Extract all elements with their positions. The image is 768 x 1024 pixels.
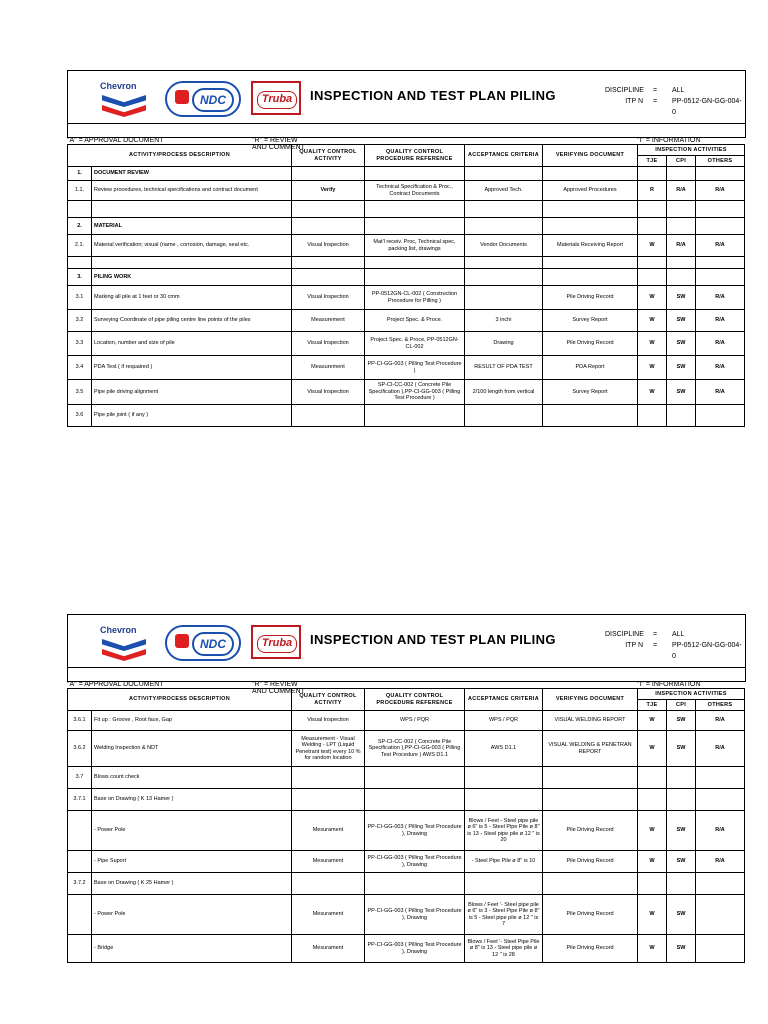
acceptance-criteria: - Steel Pipe Pile ø 8" is 10 <box>465 851 543 873</box>
qc-activity: Mesurament <box>292 811 365 851</box>
verifying-document <box>543 767 638 789</box>
others-cell: R/A <box>696 310 745 332</box>
activity-description: - Pipe Suport <box>92 851 292 873</box>
activity-description: DOCUMENT REVIEW <box>92 167 292 181</box>
table-row <box>68 269 745 286</box>
chevron-logo-text: Chevron <box>100 625 137 635</box>
others-cell <box>696 873 745 895</box>
activity-description: - Power Pole <box>92 895 292 935</box>
ndc-logo <box>165 625 241 661</box>
ndc-logo-text: NDC <box>192 632 234 656</box>
col-others: OTHERS <box>696 700 745 711</box>
tje-cell <box>638 218 667 235</box>
others-cell: R/A <box>696 380 745 405</box>
qc-reference <box>365 405 465 427</box>
qc-activity: Mesurament <box>292 851 365 873</box>
qc-reference <box>365 873 465 895</box>
acceptance-criteria: WPS / PQR <box>465 711 543 731</box>
qc-reference <box>365 767 465 789</box>
tje-cell: W <box>638 851 667 873</box>
acceptance-criteria: 2/100 length from vertical <box>465 380 543 405</box>
others-cell <box>696 935 745 963</box>
acceptance-criteria <box>465 873 543 895</box>
verifying-document: Pile Driving Record <box>543 811 638 851</box>
qc-activity: Mesurament <box>292 895 365 935</box>
activity-description: Marking all pile at 1 feet or 30 cmm <box>92 286 292 310</box>
itp-label: ITP N <box>625 98 643 105</box>
col-cpi: CPI <box>667 156 696 167</box>
others-cell: R/A <box>696 235 745 257</box>
logo-group <box>96 81 316 121</box>
table-row <box>68 789 745 811</box>
verifying-document: Pile Driving Record <box>543 286 638 310</box>
itp-table-page-2 <box>67 688 745 963</box>
table-row <box>68 356 745 380</box>
others-cell <box>696 895 745 935</box>
qc-reference: SP-CI-CC-002 ( Concrete Pile Specification ),PP-CI-GG-003 ( Pilling Test Procedure ) AWS D1.1 <box>365 731 465 767</box>
qc-activity <box>292 167 365 181</box>
acceptance-criteria <box>465 201 543 218</box>
others-cell: R/A <box>696 711 745 731</box>
cpi-cell <box>667 167 696 181</box>
verifying-document: Survey Report <box>543 380 638 405</box>
legend-approval: "A" = APPROVAL DOCUMENT <box>67 681 164 688</box>
table-row <box>68 310 745 332</box>
activity-description <box>92 257 292 269</box>
cpi-cell: R/A <box>667 181 696 201</box>
row-number: 1. <box>68 167 92 181</box>
cpi-cell: SW <box>667 380 696 405</box>
chevron-logo-text: Chevron <box>100 81 137 91</box>
tje-cell: W <box>638 235 667 257</box>
tje-cell <box>638 767 667 789</box>
discipline-value: ALL <box>672 631 685 638</box>
itp-value: PP-0512-GN-GG-004-0 <box>672 98 742 116</box>
legend-approval: "A" = APPROVAL DOCUMENT <box>67 137 164 144</box>
qc-reference: Technical Specification & Proc., Contract Documents <box>365 181 465 201</box>
qc-activity: Verify <box>292 181 365 201</box>
others-cell <box>696 789 745 811</box>
tje-cell: W <box>638 811 667 851</box>
others-cell: R/A <box>696 332 745 356</box>
tje-cell: W <box>638 286 667 310</box>
table-row <box>68 380 745 405</box>
row-number: 3. <box>68 269 92 286</box>
acceptance-criteria <box>465 286 543 310</box>
tje-cell: W <box>638 895 667 935</box>
verifying-document: Pile Driving Record <box>543 935 638 963</box>
others-cell: R/A <box>696 851 745 873</box>
qc-reference: PP-CI-GG-003 ( Pilling Test Procedure ), Drawing <box>365 851 465 873</box>
cpi-cell <box>667 767 696 789</box>
ndc-logo <box>165 81 241 117</box>
table-row <box>68 218 745 235</box>
verifying-document: PDA Report <box>543 356 638 380</box>
qc-reference <box>365 167 465 181</box>
qc-reference: Project Spec. & Proce. <box>365 310 465 332</box>
legend-information: "I" = INFORMATION <box>637 137 701 144</box>
verifying-document <box>543 873 638 895</box>
document-header <box>67 614 746 668</box>
table-row <box>68 332 745 356</box>
col-inspection-activities: INSPECTION ACTIVITIES <box>638 689 745 700</box>
qc-activity: Visual Inspection <box>292 711 365 731</box>
cpi-cell: SW <box>667 895 696 935</box>
activity-description: Review procedures, technical specifications and contract document <box>92 181 292 201</box>
activity-description: PDA Test ( if requaired ) <box>92 356 292 380</box>
chevron-logo <box>96 81 154 121</box>
row-number <box>68 935 92 963</box>
col-activity: ACTIVITY/PROCESS DESCRIPTION <box>68 145 292 167</box>
document-title: INSPECTION AND TEST PLAN PILING <box>310 632 556 647</box>
verifying-document: Pile Driving Record <box>543 332 638 356</box>
cpi-cell <box>667 201 696 218</box>
itp-sheet-page-2 <box>67 614 746 1000</box>
row-number <box>68 811 92 851</box>
acceptance-criteria <box>465 269 543 286</box>
verifying-document <box>543 167 638 181</box>
cpi-cell <box>667 218 696 235</box>
acceptance-criteria <box>465 257 543 269</box>
col-qc-reference: QUALITY CONTROL PROCEDURE REFERENCE <box>365 145 465 167</box>
activity-description: Blows count check <box>92 767 292 789</box>
row-number: 3.6 <box>68 405 92 427</box>
table-row <box>68 767 745 789</box>
others-cell <box>696 767 745 789</box>
qc-activity <box>292 789 365 811</box>
logo-group <box>96 625 316 665</box>
row-number: 3.7 <box>68 767 92 789</box>
col-acceptance: ACCEPTANCE CRITERIA <box>465 145 543 167</box>
others-cell: R/A <box>696 356 745 380</box>
ndc-logo-text: NDC <box>192 88 234 112</box>
qc-activity: Visual Inspection <box>292 380 365 405</box>
col-acceptance: ACCEPTANCE CRITERIA <box>465 689 543 711</box>
document-header <box>67 70 746 124</box>
qc-reference <box>365 201 465 218</box>
qc-reference: PP-0512GN-CL-002 ( Construction Procedure for Pilling ) <box>365 286 465 310</box>
cpi-cell: SW <box>667 731 696 767</box>
verifying-document <box>543 269 638 286</box>
others-cell: R/A <box>696 286 745 310</box>
acceptance-criteria: Blows / Feet '- Steel Pipe Pile ø 8" is 13 - Steel pipe pile ø 12 " is 28 <box>465 935 543 963</box>
qc-activity: Visual Inspection <box>292 332 365 356</box>
tje-cell: W <box>638 731 667 767</box>
row-number: 2.1. <box>68 235 92 257</box>
acceptance-criteria: Blows / Feet - Steel pipe pile ø 6" is 5 - Steel Pipe Pile ø 8" is 13 - Steel pipe pile ø 12 " is 20 <box>465 811 543 851</box>
acceptance-criteria: 3 inchi <box>465 310 543 332</box>
acceptance-criteria: RESULT OF PDA TEST <box>465 356 543 380</box>
cpi-cell: SW <box>667 286 696 310</box>
tje-cell <box>638 167 667 181</box>
truba-logo-text: Truba <box>257 91 297 109</box>
cpi-cell: SW <box>667 332 696 356</box>
row-number <box>68 257 92 269</box>
acceptance-criteria <box>465 167 543 181</box>
activity-description: Base on Drawing ( K 25 Hamer ) <box>92 873 292 895</box>
qc-activity: Visual Inspection <box>292 286 365 310</box>
itp-value: PP-0512-GN-GG-004-0 <box>672 642 742 660</box>
activity-description: Base on Drawing ( K 13 Hamer ) <box>92 789 292 811</box>
discipline-label: DISCIPLINE <box>605 87 644 94</box>
qc-reference: Mat'l receiv. Proc, Technical spec, packing list, drawings <box>365 235 465 257</box>
chevron-logo <box>96 625 154 665</box>
verifying-document: Pile Driving Record <box>543 895 638 935</box>
others-cell <box>696 167 745 181</box>
truba-logo-text: Truba <box>257 635 297 653</box>
row-number <box>68 851 92 873</box>
cpi-cell: SW <box>667 711 696 731</box>
others-cell <box>696 257 745 269</box>
qc-activity: Measurement <box>292 310 365 332</box>
activity-description: Material verification; visual (name , corrosion, damage, seal etc. <box>92 235 292 257</box>
document-title: INSPECTION AND TEST PLAN PILING <box>310 88 556 103</box>
spacer-row <box>67 667 746 682</box>
col-tje: TJE <box>638 156 667 167</box>
table-row <box>68 286 745 310</box>
tje-cell <box>638 405 667 427</box>
discipline-value: ALL <box>672 87 685 94</box>
truba-logo <box>251 625 301 659</box>
row-number: 3.6.2 <box>68 731 92 767</box>
acceptance-criteria: Drawing <box>465 332 543 356</box>
row-number: 3.5 <box>68 380 92 405</box>
activity-description: - Bridge <box>92 935 292 963</box>
verifying-document <box>543 789 638 811</box>
document-meta <box>605 629 745 660</box>
tje-cell: R <box>638 181 667 201</box>
table-row <box>68 167 745 181</box>
verifying-document: VISUAL WELDING REPORT <box>543 711 638 731</box>
col-activity: ACTIVITY/PROCESS DESCRIPTION <box>68 689 292 711</box>
acceptance-criteria <box>465 218 543 235</box>
qc-reference: PP-CI-GG-003 ( Pilling Test Procedure ), Drawing <box>365 895 465 935</box>
row-number: 3.7.1 <box>68 789 92 811</box>
cpi-cell: SW <box>667 811 696 851</box>
col-cpi: CPI <box>667 700 696 711</box>
cpi-cell <box>667 789 696 811</box>
itp-label: ITP N <box>625 642 643 649</box>
verifying-document <box>543 257 638 269</box>
activity-description: Fit up : Groove , Root face, Gap <box>92 711 292 731</box>
row-number: 3.7.2 <box>68 873 92 895</box>
others-cell <box>696 201 745 218</box>
itp-eq: = <box>653 98 658 105</box>
qc-reference: PP-CI-GG-003 ( Pilling Test Procedure ), Drawing <box>365 811 465 851</box>
itp-table-page-1 <box>67 144 745 427</box>
row-number: 3.4 <box>68 356 92 380</box>
qc-reference: Project Spec. & Proce, PP-0512GN-CL-002 <box>365 332 465 356</box>
ndc-emblem-icon <box>175 634 189 648</box>
others-cell <box>696 218 745 235</box>
qc-reference <box>365 218 465 235</box>
cpi-cell: SW <box>667 356 696 380</box>
tje-cell <box>638 269 667 286</box>
table-row <box>68 405 745 427</box>
acceptance-criteria <box>465 789 543 811</box>
truba-logo <box>251 81 301 115</box>
cpi-cell <box>667 269 696 286</box>
activity-description: - Power Pole <box>92 811 292 851</box>
col-tje: TJE <box>638 700 667 711</box>
qc-reference <box>365 257 465 269</box>
acceptance-criteria: Approved Tech. <box>465 181 543 201</box>
qc-activity: Visual Inspection <box>292 235 365 257</box>
acceptance-criteria: Vendor Documents <box>465 235 543 257</box>
acceptance-criteria <box>465 767 543 789</box>
tje-cell: W <box>638 711 667 731</box>
tje-cell <box>638 257 667 269</box>
activity-description: Surveying Coordinate of pipe piling centre line points of the piles <box>92 310 292 332</box>
discipline-eq: = <box>653 631 658 638</box>
document-meta <box>605 85 745 116</box>
acceptance-criteria <box>465 405 543 427</box>
verifying-document <box>543 201 638 218</box>
cpi-cell <box>667 405 696 427</box>
chevron-blue-mark <box>102 639 146 651</box>
qc-reference: PP-CI-GG-003 ( Pilling Test Procedure ) <box>365 356 465 380</box>
discipline-label: DISCIPLINE <box>605 631 644 638</box>
col-qc-reference: QUALITY CONTROL PROCEDURE REFERENCE <box>365 689 465 711</box>
qc-activity <box>292 873 365 895</box>
verifying-document: Survey Report <box>543 310 638 332</box>
itp-eq: = <box>653 642 658 649</box>
verifying-document: Materials Receiving Report <box>543 235 638 257</box>
qc-reference: PP-CI-GG-003 ( Pilling Test Procedure ), Drawing <box>365 935 465 963</box>
row-number: 2. <box>68 218 92 235</box>
col-others: OTHERS <box>696 156 745 167</box>
tje-cell: W <box>638 380 667 405</box>
others-cell: R/A <box>696 731 745 767</box>
row-number <box>68 895 92 935</box>
legend-review: "R" = REVIEW AND COMMENT <box>252 681 305 695</box>
activity-description: Welding Inspection & NDT <box>92 731 292 767</box>
table-row <box>68 811 745 851</box>
table-row <box>68 935 745 963</box>
tje-cell: W <box>638 310 667 332</box>
tje-cell: W <box>638 356 667 380</box>
table-row <box>68 851 745 873</box>
qc-reference: WPS / PQR <box>365 711 465 731</box>
row-number: 3.2 <box>68 310 92 332</box>
cpi-cell: SW <box>667 935 696 963</box>
discipline-eq: = <box>653 87 658 94</box>
col-inspection-activities: INSPECTION ACTIVITIES <box>638 145 745 156</box>
qc-activity <box>292 218 365 235</box>
qc-activity <box>292 269 365 286</box>
itp-sheet-page-1 <box>67 70 746 443</box>
table-row <box>68 181 745 201</box>
verifying-document: Pile Driving Record <box>543 851 638 873</box>
cpi-cell: SW <box>667 310 696 332</box>
verifying-document: VISUAL WELDING & PENETRAN REPORT <box>543 731 638 767</box>
itp-table-body-page-2 <box>68 711 745 963</box>
table-row <box>68 873 745 895</box>
col-qc-activity: QUALITY CONTROL ACTIVITY <box>292 689 365 711</box>
qc-activity <box>292 405 365 427</box>
others-cell: R/A <box>696 811 745 851</box>
table-row <box>68 257 745 269</box>
ndc-emblem-icon <box>175 90 189 104</box>
col-verifying-document: VERIFYING DOCUMENT <box>543 689 638 711</box>
cpi-cell: R/A <box>667 235 696 257</box>
col-verifying-document: VERIFYING DOCUMENT <box>543 145 638 167</box>
col-qc-activity: QUALITY CONTROL ACTIVITY <box>292 145 365 167</box>
others-cell <box>696 269 745 286</box>
cpi-cell <box>667 873 696 895</box>
legend-information: "I" = INFORMATION <box>637 681 701 688</box>
tje-cell: W <box>638 935 667 963</box>
activity-description: Location, number and size of pile <box>92 332 292 356</box>
table-row <box>68 201 745 218</box>
qc-activity <box>292 257 365 269</box>
verifying-document: Approved Procedures <box>543 181 638 201</box>
tje-cell <box>638 789 667 811</box>
acceptance-criteria: AWS D1.1 <box>465 731 543 767</box>
others-cell <box>696 405 745 427</box>
activity-description: PILING WORK <box>92 269 292 286</box>
qc-activity: Measurement - Visual Welding - LPT (Liquid Penetrant test) every 10 % for random location <box>292 731 365 767</box>
tje-cell <box>638 873 667 895</box>
row-number: 3.6.1 <box>68 711 92 731</box>
legend-review: "R" = REVIEW AND COMMENT <box>252 137 305 151</box>
verifying-document <box>543 405 638 427</box>
cpi-cell <box>667 257 696 269</box>
row-number <box>68 201 92 218</box>
activity-description: Pipe pile driving alignment <box>92 380 292 405</box>
qc-activity <box>292 201 365 218</box>
qc-reference <box>365 269 465 286</box>
qc-reference: SP-CI-CC-002 ( Concrete Pile Specification ),PP-CI-GG-003 ( Pilling Test Procedure ) <box>365 380 465 405</box>
row-number: 3.3 <box>68 332 92 356</box>
spacer-row <box>67 123 746 138</box>
table-row <box>68 895 745 935</box>
activity-description: Pipe pile joint ( if any ) <box>92 405 292 427</box>
tje-cell: W <box>638 332 667 356</box>
cpi-cell: SW <box>667 851 696 873</box>
qc-activity: Measurement <box>292 356 365 380</box>
acceptance-criteria: Blows / Feet '- Steel pipe pile ø 6" is 3 - Steel Pipe Pile ø 8" is 5 - Steel pipe pile ø 12 " is 7 <box>465 895 543 935</box>
qc-activity <box>292 767 365 789</box>
qc-reference <box>365 789 465 811</box>
itp-table-body-page-1 <box>68 167 745 427</box>
tje-cell <box>638 201 667 218</box>
activity-description <box>92 201 292 218</box>
others-cell: R/A <box>696 181 745 201</box>
verifying-document <box>543 218 638 235</box>
chevron-blue-mark <box>102 95 146 107</box>
activity-description: MATERIAL <box>92 218 292 235</box>
table-row <box>68 711 745 731</box>
row-number: 3.1 <box>68 286 92 310</box>
table-row <box>68 731 745 767</box>
qc-activity: Mesurament <box>292 935 365 963</box>
table-row <box>68 235 745 257</box>
row-number: 1.1. <box>68 181 92 201</box>
